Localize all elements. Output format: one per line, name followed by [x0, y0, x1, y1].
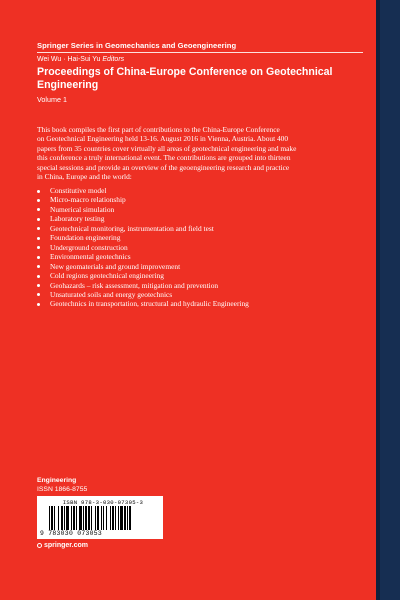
- barcode-bar: [73, 506, 75, 530]
- topic-item: [37, 205, 367, 214]
- barcode-bar: [76, 506, 77, 530]
- description-line: this conference a truly international event. The contributions are grouped into thirteen: [37, 153, 291, 163]
- description-line: on Geotechnical Engineering held 13-16. August 2016 in Vienna, Austria. About 400: [37, 134, 289, 144]
- barcode-bar: [118, 506, 119, 530]
- description-line: in China, Europe and the world:: [37, 172, 132, 182]
- bullet-icon: [37, 237, 40, 240]
- bullet-icon: [37, 293, 40, 296]
- globe-icon: [37, 543, 42, 548]
- topic-label: Micro-macro relationship: [50, 195, 126, 205]
- bullet-icon: [37, 199, 40, 202]
- barcode-bar: [88, 506, 90, 530]
- editors-role: Editors: [102, 56, 125, 63]
- topic-label: Cold regions geotechnical engineering: [50, 271, 164, 281]
- spine-shadow: [376, 0, 380, 600]
- topic-label: Underground construction: [50, 242, 128, 252]
- topic-label: Constitutive model: [50, 186, 107, 195]
- bullet-icon: [37, 246, 40, 249]
- bullet-icon: [37, 265, 40, 268]
- topic-item: [37, 214, 367, 223]
- topic-label: Environmental geotechnics: [50, 252, 131, 262]
- subject-category: Engineering: [37, 477, 77, 484]
- barcode-bar: [120, 506, 123, 530]
- barcode-icon: [49, 506, 155, 530]
- series-divider: [37, 52, 363, 53]
- series-name: Springer Series in Geomechanics and Geoengineering: [37, 41, 237, 50]
- topic-item: [37, 243, 367, 252]
- barcode-bar: [91, 506, 92, 530]
- barcode-bar: [110, 506, 111, 530]
- description-line: This book compiles the first part of contributions to the China-Europe Conference: [37, 125, 280, 134]
- topic-item: [37, 224, 367, 233]
- isbn-label: ISBN 978-3-030-07305-3: [62, 499, 144, 506]
- issn-number: ISSN 1866-8755: [37, 486, 88, 493]
- topic-item: [37, 195, 367, 204]
- editor-names: Wei Wu · Hai-Sui Yu: [37, 56, 101, 63]
- barcode-bar: [64, 506, 65, 530]
- topic-list: [37, 186, 367, 309]
- book-title: Proceedings of China-Europe Conference on Geotechnical Engineering: [37, 66, 333, 91]
- topic-label: Foundation engineering: [50, 233, 121, 243]
- topic-item: [37, 186, 367, 195]
- topic-label: Unsaturated soils and energy geotechnics: [50, 289, 173, 299]
- barcode-bar: [95, 506, 96, 530]
- description-line: special sessions and provide an overview of the geoengineering research and practice: [37, 162, 290, 172]
- bullet-icon: [37, 284, 40, 287]
- bullet-icon: [37, 218, 40, 221]
- barcode-bar: [83, 506, 84, 530]
- barcode-bar: [54, 506, 55, 530]
- spine-edge: [376, 0, 400, 600]
- barcode-bar: [61, 506, 63, 530]
- bullet-icon: [37, 303, 40, 306]
- barcode-bar: [58, 506, 59, 530]
- topic-item: [37, 233, 367, 242]
- topic-item: [37, 271, 367, 280]
- barcode-digits: 9 783030 073053: [40, 530, 103, 537]
- topic-item: [37, 262, 367, 271]
- volume-label: Volume 1: [37, 95, 67, 104]
- topic-item: [37, 290, 367, 299]
- barcode-bar: [97, 506, 99, 530]
- barcode-bar: [66, 506, 69, 530]
- barcode-bar: [115, 506, 116, 530]
- barcode-bar: [127, 506, 128, 530]
- barcode-bar: [101, 506, 102, 530]
- bullet-icon: [37, 275, 40, 278]
- barcode-bar: [112, 506, 114, 530]
- topic-item: [37, 299, 367, 308]
- publisher-website: [37, 542, 88, 549]
- editors-line: [37, 56, 124, 63]
- barcode-bar: [49, 506, 50, 530]
- barcode-bar: [106, 506, 107, 530]
- bullet-icon: [37, 227, 40, 230]
- description: [37, 125, 365, 182]
- topic-item: [37, 281, 367, 290]
- topic-label: New geomaterials and ground improvement: [50, 261, 181, 271]
- bullet-icon: [37, 208, 40, 211]
- topic-label: Geotechnical monitoring, instrumentation and field test: [50, 223, 214, 233]
- barcode-bar: [124, 506, 126, 530]
- topic-label: Laboratory testing: [50, 214, 105, 224]
- bullet-icon: [37, 256, 40, 259]
- topic-label: Geohazards – risk assessment, mitigation and prevention: [50, 280, 219, 290]
- website-label: springer.com: [44, 542, 88, 549]
- barcode-bar: [103, 506, 104, 530]
- barcode-panel: [37, 496, 163, 539]
- barcode-bar: [79, 506, 82, 530]
- description-line: papers from 35 countries cover virtually all areas of geotechnical engineering and make: [37, 143, 297, 153]
- topic-label: Numerical simulation: [50, 204, 115, 214]
- topic-label: Geotechnics in transportation, structural and hydraulic Engineering: [50, 299, 249, 309]
- barcode-bar: [51, 506, 53, 530]
- barcode-bar: [85, 506, 87, 530]
- topic-item: [37, 252, 367, 261]
- barcode-bar: [71, 506, 72, 530]
- bullet-icon: [37, 190, 40, 193]
- barcode-bar: [129, 506, 131, 530]
